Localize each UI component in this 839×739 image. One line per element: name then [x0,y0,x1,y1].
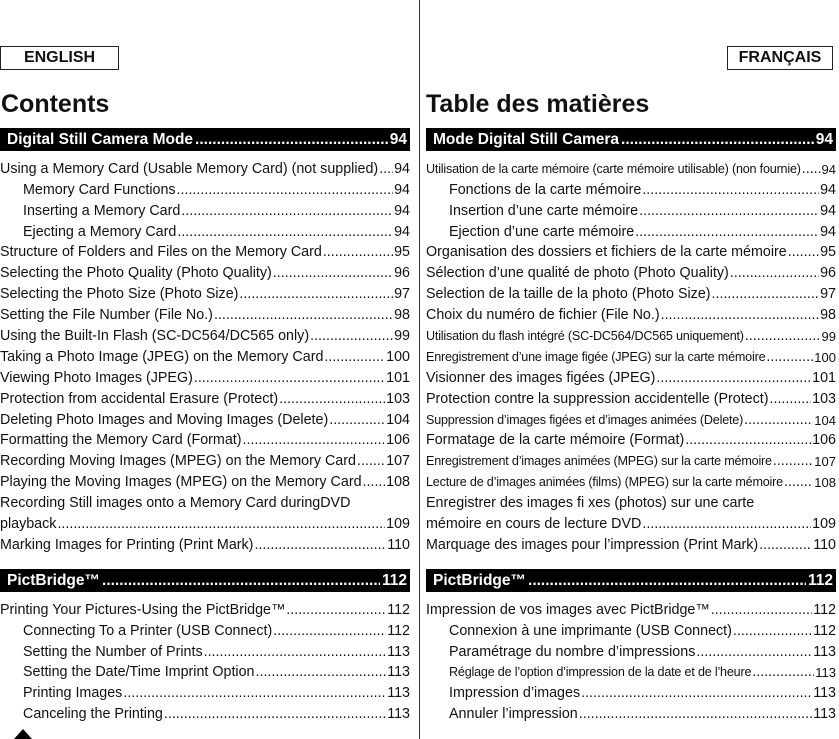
toc-entry[interactable]: playback ..... 109 [0,512,410,533]
toc-entry[interactable]: Deleting Photo Images and Moving Images (Delete) ..... 104 [0,408,410,429]
section-header-mode-digital-still-camera[interactable] [426,128,836,151]
section-title: Digital Still Camera Mode [7,131,194,148]
toc-entry[interactable]: Memory Card Functions ..... 94 [0,178,410,199]
toc-entry[interactable]: Formatage de la carte mémoire (Format) ..... 106 [426,429,836,450]
toc-entry[interactable]: Selecting the Photo Quality (Photo Quality) ..... 96 [0,261,410,282]
toc-entry[interactable]: Playing the Moving Images (MPEG) on the Memory Card ..... 108 [0,470,410,491]
toc-entry[interactable]: Using a Memory Card (Usable Memory Card) (not supplied) ..... 94 [0,157,410,178]
toc-entry[interactable]: Fonctions de la carte mémoire ..... 94 [426,178,836,199]
section-title: Mode Digital Still Camera [433,131,620,148]
toc-entry[interactable]: Marking Images for Printing (Print Mark) ..... 110 [0,533,410,554]
toc-entry[interactable]: Marquage des images pour l’impression (Print Mark) ..... 110 [426,533,836,554]
table-des-matieres-title: Table des matières [426,90,650,118]
toc-entry[interactable]: Using the Built-In Flash (SC-DC564/DC565 only) ..... 99 [0,324,410,345]
toc-entry[interactable]: Suppression d’images figées et d’images animées (Delete) ..... 104 [426,408,836,429]
toc-entry[interactable]: Recording Still images onto a Memory Card duringDVD [0,495,351,512]
language-label-french: FRANÇAIS [727,46,833,70]
french-toc [426,128,836,723]
toc-entry[interactable]: Enregistrement d’images animées (MPEG) sur la carte mémoire ..... 107 [426,449,836,470]
toc-entry[interactable]: Canceling the Printing ..... 113 [0,702,410,723]
toc-entry[interactable]: Impression d’images ..... 113 [426,681,836,702]
toc-entry[interactable]: Recording Moving Images (MPEG) on the Memory Card ..... 107 [0,449,410,470]
toc-entry[interactable]: Paramétrage du nombre d’impressions ..... 113 [426,640,836,661]
toc-entry[interactable]: Utilisation de la carte mémoire (carte mémoire utilisable) (non fournie) ..... 94 [426,157,836,178]
toc-entry[interactable]: Inserting a Memory Card ..... 94 [0,199,410,220]
toc-entry[interactable]: Ejection d’une carte mémoire ..... 94 [426,220,836,241]
toc-entry[interactable]: Ejecting a Memory Card ..... 94 [0,220,410,241]
section-page: 112 [807,571,833,589]
toc-entry[interactable]: Selection de la taille de la photo (Photo Size) ..... 97 [426,282,836,303]
toc-entry[interactable]: Enregistrer des images fi xes (photos) sur une carte [426,495,755,512]
toc-entry[interactable]: Setting the Date/Time Imprint Option ..... 113 [0,661,410,682]
english-toc [0,128,410,723]
section-header-pictbridge[interactable] [0,569,410,592]
toc-entry[interactable]: Lecture de d’images animées (films) (MPEG) sur la carte mémoire ..... 108 [426,470,836,491]
toc-entry[interactable]: mémoire en cours de lecture DVD ..... 109 [426,512,836,533]
section-header-pictbridge-fr[interactable] [426,569,836,592]
section-title: PictBridge™ [433,571,527,589]
toc-entry[interactable]: Insertion d’une carte mémoire ..... 94 [426,199,836,220]
toc-entry[interactable]: Annuler l’impression ..... 113 [426,702,836,723]
toc-entry[interactable]: Setting the File Number (File No.) ..... 98 [0,303,410,324]
toc-entry[interactable]: Protection from accidental Erasure (Protect) ..... 103 [0,387,410,408]
toc-entry[interactable]: Formatting the Memory Card (Format) ..... 106 [0,429,410,450]
toc-entry[interactable]: Protection contre la suppression accidentelle (Protect) ..... 103 [426,387,836,408]
toc-entry[interactable]: Sélection d’une qualité de photo (Photo Quality) ..... 96 [426,261,836,282]
section-page: 94 [815,131,833,148]
toc-entry[interactable]: Choix du numéro de fichier (File No.) ..... 98 [426,303,836,324]
section-title: PictBridge™ [7,571,101,589]
page-up-arrow-icon [14,729,32,739]
toc-entry[interactable]: Connexion à une imprimante (USB Connect) ..... 112 [426,619,836,640]
toc-entry[interactable]: Viewing Photo Images (JPEG) ..... 101 [0,366,410,387]
toc-entry[interactable]: Enregistrement d’une image figée (JPEG) sur la carte mémoire ..... 100 [426,345,836,366]
toc-entry[interactable]: Connecting To a Printer (USB Connect) ..... 112 [0,619,410,640]
language-label-english: ENGLISH [0,46,119,70]
section-header-digital-still-camera[interactable] [0,128,410,151]
toc-entry[interactable]: Selecting the Photo Size (Photo Size) ..... 97 [0,282,410,303]
toc-entry[interactable]: Setting the Number of Prints ..... 113 [0,640,410,661]
toc-entry[interactable]: Printing Images ..... 113 [0,681,410,702]
toc-entry[interactable]: Impression de vos images avec PictBridge™ ..... 112 [426,598,836,619]
toc-entry[interactable]: Utilisation du flash intégré (SC-DC564/DC565 uniquement) ..... 99 [426,324,836,345]
section-page: 94 [389,131,407,148]
toc-entry[interactable]: Visionner des images figées (JPEG) ..... 101 [426,366,836,387]
toc-entry[interactable]: Organisation des dossiers et fichiers de la carte mémoire ..... 95 [426,241,836,262]
contents-title: Contents [1,90,110,118]
toc-entry[interactable]: Printing Your Pictures-Using the PictBridge™ ..... 112 [0,598,410,619]
column-divider [419,0,420,739]
toc-entry[interactable]: Réglage de l’option d’impression de la date et de l’heure ..... 113 [426,661,836,682]
toc-entry[interactable]: Structure of Folders and Files on the Memory Card ..... 95 [0,241,410,262]
section-page: 112 [381,571,407,589]
toc-entry[interactable]: Taking a Photo Image (JPEG) on the Memory Card ..... 100 [0,345,410,366]
